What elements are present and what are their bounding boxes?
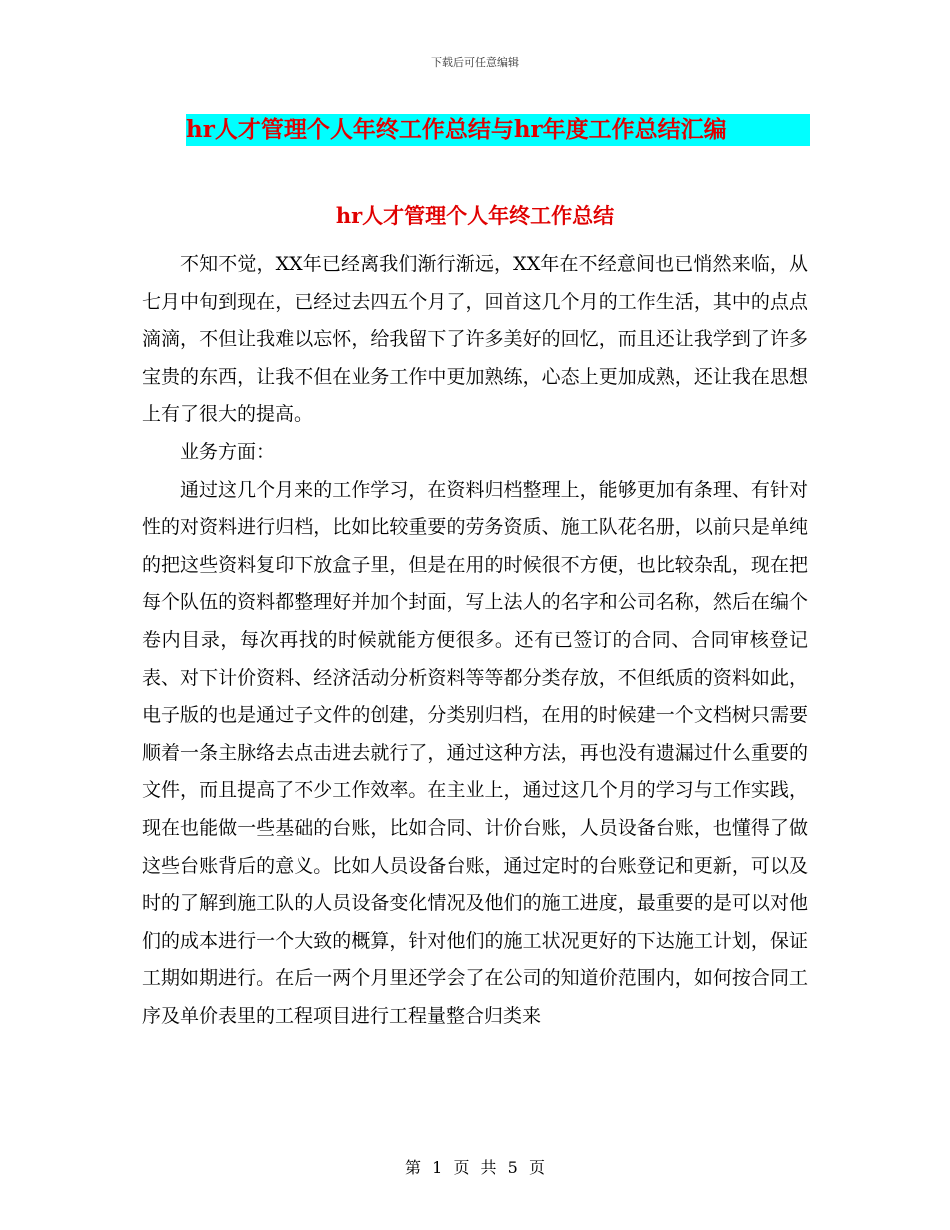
footer-di: 第 — [405, 1158, 422, 1177]
header-note: 下载后可任意编辑 — [431, 56, 519, 69]
footer-ye: 页 — [453, 1158, 470, 1177]
page-footer — [0, 1155, 950, 1178]
paragraph: 不知不觉，XX年已经离我们渐行渐远，XX年在不经意间也已悄然来临，从七月中旬到现在，已经过去四五个月了，回首这几个月的工作生活，其中的点点滴滴，不但让我难以忘怀，给我留下了许多美好的回忆，而且还让我学到了许多宝贵的东西，让我不但在业务工作中更加熟练，心态上更加成熟，还让我在思想上有了很大的提高。 — [142, 253, 808, 426]
paragraph: 业务方面： — [180, 440, 276, 463]
footer-total-pages: 5 — [507, 1158, 518, 1177]
paragraph: 通过这几个月来的工作学习，在资料归档整理上，能够更加有条理、有针对性的对资料进行归档，比如比较重要的劳务资质、施工队花名册，以前只是单纯的把这些资料复印下放盒子里，但是在用的时候很不方便，也比较杂乱，现在把每个队伍的资料都整理好并加个封面，写上法人的名字和公司名称，然后在编个卷内目录，每次再找的时候就能方便很多。还有已签订的合同、合同审核登记表、对下计价资料、经济活动分析资料等等都分类存放，不但纸质的资料如此，电子版的也是通过子文件的创建，分类别归档，在用的时候建一个文档树只需要顺着一条主脉络去点击进去就行了，通过这种方法，再也没有遗漏过什么重要的文件，而且提高了不少工作效率。在主业上，通过这几个月的学习与工作实践，现在也能做一些基础的台账，比如合同、计价台账，人员设备台账，也懂得了做这些台账背后的意义。比如人员设备台账，通过定时的台账登记和更新，可以及时的了解到施工队的人员设备变化情况及他们的施工进度，最重要的是可以对他们的成本进行一个大致的概算，针对他们的施工状况更好的下达施工计划，保证工期如期进行。在后一两个月里还学会了在公司的知道价范围内，如何按合同工序及单价表里的工程项目进行工程量整合归类来 — [142, 478, 808, 1027]
footer-ye: 页 — [528, 1158, 545, 1177]
section-title: hr人才管理个人年终工作总结 — [335, 203, 615, 228]
body-text — [142, 246, 808, 1035]
footer-page-number: 1 — [432, 1158, 443, 1177]
footer-gong: 共 — [480, 1158, 497, 1177]
main-title: hr人才管理个人年终工作总结与hr年度工作总结汇编 — [186, 114, 810, 146]
